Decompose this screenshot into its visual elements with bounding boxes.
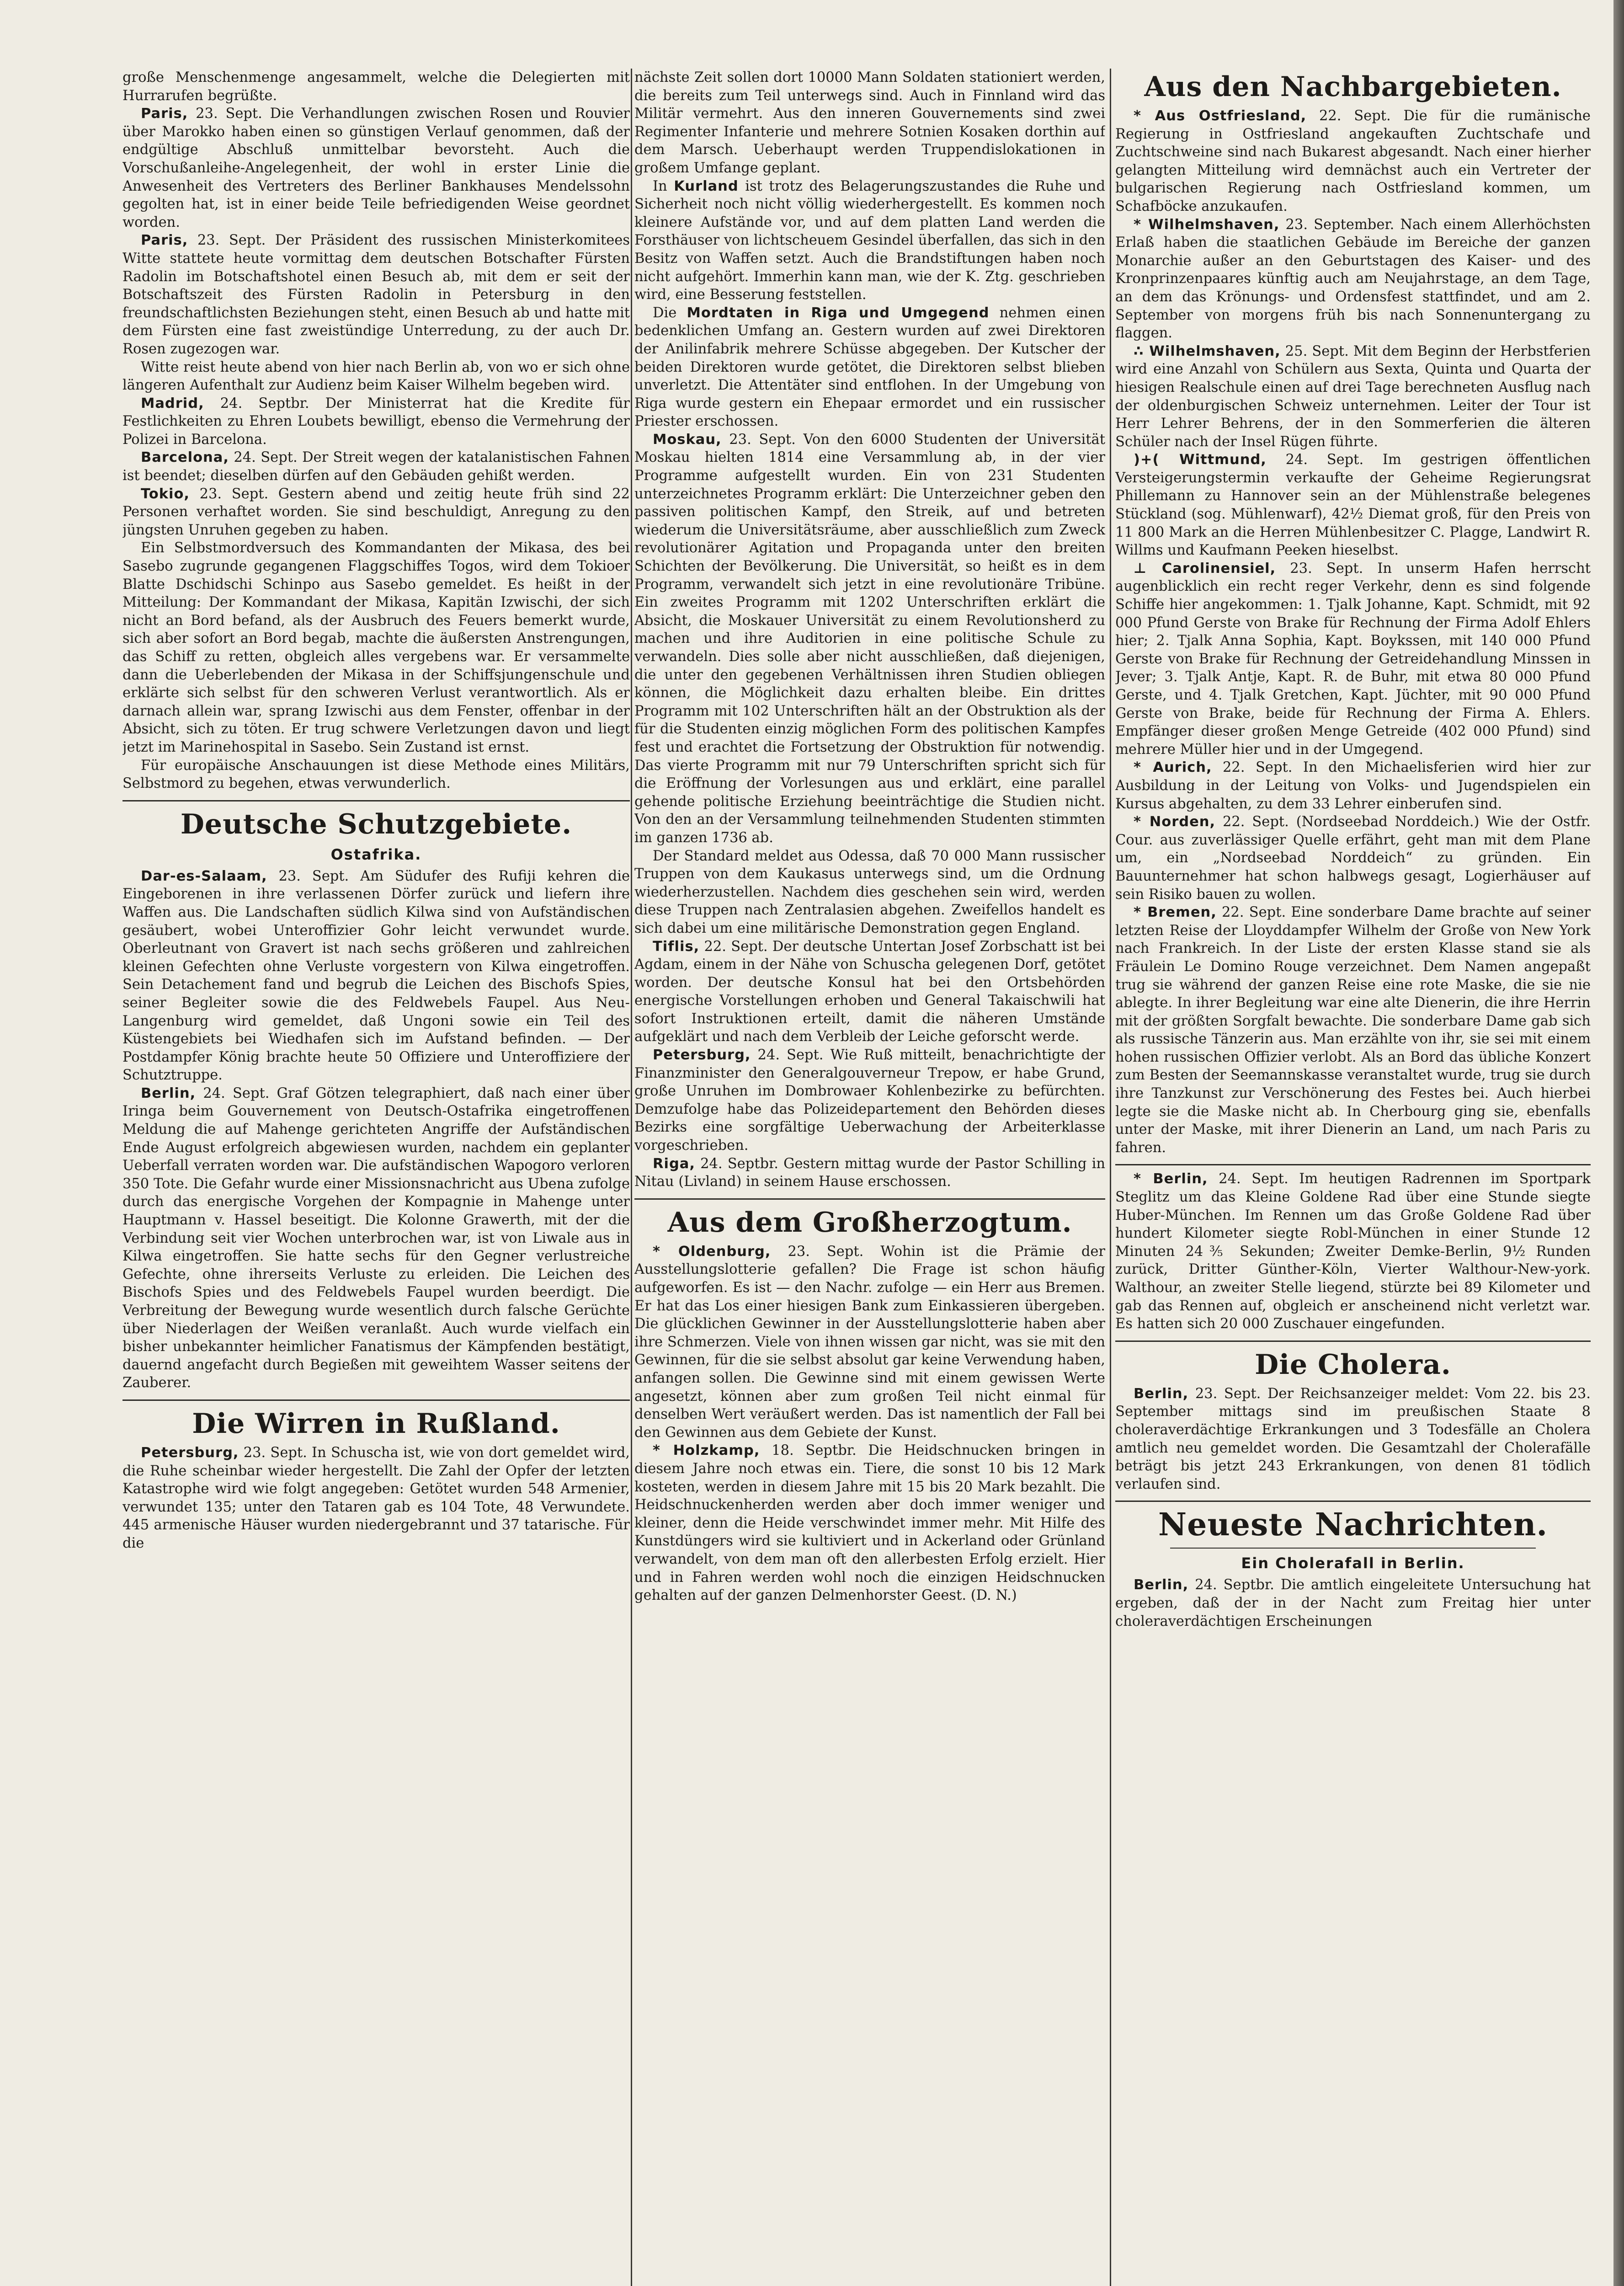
- dateline: * Bremen,: [1134, 904, 1217, 921]
- article-text: 23. Sept. Der Präsident des russischen Ministerkomitees Witte stattete heute vormittag dem deutschen Botschafter Fürsten Radolin im Botschaftshotel einen Besuch ab, mit dem er seit der Botschaftszeit des Fürsten Radolin in Petersburg in den freundschaftlichsten Beziehungen steht, einen Besuch ab und hatte mit dem Fürsten eine fast zweistündige Unterredung, zu der auch Dr. Rosen zugezogen war.: [122, 232, 630, 357]
- article-barcelona: [122, 449, 630, 485]
- dateline: Tokio,: [141, 486, 190, 502]
- article-text: 23. September. Nach einem Allerhöchsten Erlaß haben die staatlichen Gebäude im Bereiche der ganzen Monarchie außer an den Geburtstagen des Kaiser- und des Kronprinzenpaares künftig auch am Neujahrstage, an dem Tage, an dem das Krönungs- und Ordensfest stattfindet, und am 2. September von morgens früh bis nach Sonnenuntergang zu flaggen.: [1115, 216, 1591, 342]
- article-oldenburg: [634, 1243, 1105, 1442]
- column-rule: [631, 69, 632, 2286]
- article-text: 22. Sept. (Nordseebad Norddeich.) Wie der Ostfr. Cour. aus zuverlässiger Quelle erfährt, geht man mit dem Plane um, ein „Nordseebad Norddeich“ zu gründen. Ein Bauunternehmer hat schon halbwegs gesagt, Logierhäuser auf sein Risiko bauen zu wollen.: [1115, 814, 1591, 903]
- article-mikasa: Ein Selbstmordversuch des Kommandanten der Mikasa, des bei Sasebo zugrunde gegangenen Flaggschiffes Togos, wird dem Tokioer Blatte Dschidschi Schinpo aus Sasebo gemeldet. Es heißt in der Mitteilung: Der Kommandant der Mikasa, Kapitän Izwischi, der sich nicht an Bord befand, als der Ausbruch des Feuers bemerkt wurde, sich aber sofort an Bord begab, machte die äußersten Anstrengungen, das Schiff zu retten, obgleich alles vergebens war. Er versammelte dann die Ueberlebenden der Mikasa in der Schiffsjungenschule und erklärte sich selbst für den schweren Verlust verantwortlich. Als er darnach allein war, sprang Izwischi aus dem Fenster, offenbar in der Absicht, sich zu töten. Er trug schwere Verletzungen davon und liegt jetzt im Marinehospital in Sasebo. Sein Zustand ist ernst.: [122, 540, 630, 755]
- article-text: 24. Septbr. Die amtlich eingeleitete Untersuchung hat ergeben, daß der in der Nacht zum Freitag hier unter choleraverdächtigen Erscheinungen: [1115, 1577, 1591, 1629]
- article-text: 23. Sept. Die Verhandlungen zwischen Rosen und Rouvier über Marokko haben einen so günstigen Verlauf genommen, daß der endgültige Abschluß unmittelbar bevorsteht. Auch die Vorschußanleihe-Angelegenheit, der wohl in erster Linie die Anwesenheit des Vertreters des Berliner Bankhauses Mendelssohn gegolten hat, ist in einer beide Teile befriedigenden Weise geordnet worden.: [122, 106, 630, 230]
- article-europ: Für europäische Anschauungen ist diese Methode eines Militärs, Selbstmord zu begehen, etwas verwunderlich.: [122, 757, 630, 792]
- article-tokio: [122, 485, 630, 539]
- dateline: Paris,: [141, 106, 188, 122]
- dateline: * Aus Ostfriesland,: [1134, 108, 1307, 124]
- heading-rule: [1170, 1548, 1536, 1549]
- article-text: 22. Sept. Der deutsche Untertan Josef Zorbschatt ist bei Agdam, einem in der Nähe von Schuscha gelegenen Dorf, getötet worden. Der deutsche Konsul hat bei den Ortsbehörden energische Vorstellungen erhoben und General Takaischwili hat sofort Instruktionen erteilt, damit die näheren Umstände aufgeklärt und nach dem Verbleib der Leiche geforscht werde.: [634, 938, 1105, 1045]
- article-text: 24. Sept. Im heutigen Radrennen im Sportpark Steglitz um das Kleine Goldene Rad über eine Stunde siegte Huber-München. Im Rennen um das Große Goldene Rad über hundert Kilometer siegte Robl-München in einer Stunde 12 Minuten 24⅗ Sekunden; Zweiter Demke-Berlin, 9½ Runden zurück, Dritter Günther-Köln, Vierter Walthour-New-york. Walthour, an zweiter Stelle liegend, stürzte bei 89 Kilometer und gab das Rennen auf, obgleich er anscheinend nicht verletzt war. Es hatten sich 20 000 Zuschauer eingefunden.: [1115, 1171, 1591, 1332]
- article-ostfriesland: [1115, 107, 1591, 216]
- column-middle: [634, 69, 1105, 2286]
- article-holzkamp: [634, 1442, 1105, 1604]
- article-text: Die: [653, 304, 677, 321]
- subheading-ostafrika: Ostafrika.: [330, 845, 422, 863]
- article-text: 24. Septbr. Gestern mittag wurde der Pastor Schilling in Nitau (Livland) in seinem Hause erschossen.: [634, 1155, 1105, 1190]
- article-text: 24. Sept. Graf Götzen telegraphiert, daß nach einer über Iringa beim Gouvernement von Deutsch-Ostafrika eingetroffenen Meldung die auf Mahenge gerichteten Angriffe der Aufständischen Ende August erfolgreich abgewiesen wurden, nachdem ein geplanter Ueberfall verraten worden war. Die aufständischen Wapogoro verloren 350 Tote. Die Gefahr wurde einer Missionsnachricht aus Ubena zufolge durch das energische Vorgehen der Kompagnie in Mahenge unter Hauptmann v. Hassel beseitigt. Die Kolonne Grawerth, mit der die Verbindung seit vier Wochen unterbrochen war, ist von Liwale aus in Kilwa eingetroffen. Sie hatte sechs für den Gegner verlustreiche Gefechte, ohne ihrerseits Verluste zu erleiden. Die Leichen des Bischofs Spies und des Feldwebels Faupel wurden beerdigt. Die Verbreitung der Bewegung wurde wesentlich durch falsche Gerüchte über Niederlagen der Weißen veranlaßt. Auch wurde vielfach ein bisher unbekannter heimlicher Fanatismus der Kämpfenden bestätigt, dauernd angefacht durch Begießen mit geweihtem Wasser seitens der Zauberer.: [122, 1085, 630, 1391]
- article-paris-1: [122, 105, 630, 231]
- article-continuation: nächste Zeit sollen dort 10000 Mann Soldaten stationiert werden, die bereits zum Teil unterwegs sind. Auch in Finnland wird das Militär vermehrt. Aus den inneren Gouvernements sind zwei Regimenter Infanterie und mehrere Sotnien Kosaken dorthin auf dem Marsch. Ueberhaupt werden Truppendislokationen in großem Umfange geplant.: [634, 69, 1105, 176]
- dateline: * Aurich,: [1134, 759, 1212, 776]
- dateline: * Norden,: [1134, 814, 1216, 830]
- column-right: [1115, 69, 1591, 2286]
- dateline: Kurland: [674, 178, 739, 194]
- dateline: Berlin,: [141, 1085, 196, 1101]
- article-berlin-goetzen: [122, 1084, 630, 1392]
- section-heading-neueste: Neueste Nachrichten.: [1158, 1506, 1548, 1544]
- dateline: * Wilhelmshaven,: [1134, 216, 1280, 233]
- article-text: 24. Sept. Im gestrigen öffentlichen Versteigerungstermin verkaufte der Geheime Regierungsrat Phillemann zu Hannover sein an der Mühlenstraße belegenes Stückland (sog. Mühlenwarf), 42½ Diemat groß, für den Preis von 11 800 Mark an die Herren Mühlenbesitzer C. Plagge, Landwirt R. Willms und Kaufmann Peeken hieselbst.: [1115, 452, 1591, 559]
- article-text: 25. Sept. Mit dem Beginn der Herbstferien wird eine Anzahl von Schülern aus Sexta, Quinta und Quarta der hiesigen Realschule einen auf drei Tage berechneten Ausflug nach der oldenburgischen Schweiz unternehmen. Leiter der Tour ist Herr Lehrer Behrens, der in den Sommerferien die älteren Schüler nach der Insel Rügen führte.: [1115, 343, 1591, 450]
- dateline: * Holzkamp,: [653, 1442, 760, 1459]
- subheading-cholerafall: Ein Cholerafall in Berlin.: [1241, 1554, 1465, 1572]
- article-carolinensiel: [1115, 560, 1591, 759]
- article-text: 23. Sept. Gestern abend und zeitig heute früh sind 22 Personen verhaftet worden. Sie sind beschuldigt, Anregung zu den jüngsten Unruhen gegeben zu haben.: [122, 486, 630, 538]
- article-text: 23. Sept. Der Reichsanzeiger meldet: Vom 22. bis 23. September mittags sind im preußischen Staate 8 choleraverdächtige Erkrankungen und 3 Todesfälle an Cholera amtlich neu gemeldet worden. Die Gesamtzahl der Cholerafälle beträgt bis jetzt 243 Erkrankungen, von denen 81 tödlich verlaufen sind.: [1115, 1385, 1591, 1492]
- section-heading-cholera: Die Cholera.: [1255, 1348, 1451, 1381]
- section-heading-wirren: Die Wirren in Rußland.: [192, 1407, 560, 1440]
- dateline: Paris,: [141, 232, 188, 249]
- dateline: Dar-es-Salaam,: [141, 868, 267, 884]
- section-heading-grossherzogtum: Aus dem Großherzogtum.: [667, 1206, 1072, 1239]
- article-text: 23. Sept. Wohin ist die Prämie der Ausstellungslotterie gefallen? Die Frage ist schon häufig aufgeworfen. Es ist — den Nachr. zufolge — ein Herr aus Bremen. Er hat das Los einer hiesigen Bank zum Einkassieren übergeben. Die glücklichen Gewinner in der Ausstellungslotterie haben aber ihre Schmerzen. Viele von ihnen wissen gar nicht, was sie mit den Gewinnen, für die sie selbst absolut gar keine Verwendung haben, anfangen sollen. Die Gewinne sind mit einem gewissen Werte angesetzt, können aber zum großen Teil nicht einmal für denselben Wert veräußert werden. Das ist namentlich der Fall bei den Gewinnen aus dem Gebiete der Kunst.: [634, 1243, 1105, 1441]
- column-rule: [1110, 69, 1111, 2286]
- dateline: Riga,: [653, 1155, 695, 1172]
- dateline: ∴ Wilhelmshaven,: [1134, 343, 1281, 359]
- article-text: 24. Septbr. Der Ministerrat hat die Kredite für Festlichkeiten zu Ehren Loubets bewilligt, ebenso die Vermehrung der Polizei in Barcelona.: [122, 395, 630, 448]
- dateline: * Oldenburg,: [653, 1243, 771, 1260]
- section-divider: [1115, 1341, 1591, 1342]
- article-witte: Witte reist heute abend von hier nach Berlin ab, von wo er sich ohne längeren Aufenthalt zur Audienz beim Kaiser Wilhelm begeben wird.: [122, 359, 630, 394]
- section-divider: [634, 1198, 1105, 1200]
- article-neueste-berlin: [1115, 1576, 1591, 1630]
- article-moskau: [634, 431, 1105, 847]
- dateline: Moskau,: [653, 431, 722, 448]
- dateline: Mordtaten in Riga und Umgegend: [687, 304, 990, 321]
- article-wilhelmshaven-2: [1115, 342, 1591, 451]
- article-norden: [1115, 813, 1591, 903]
- article-kurland: [634, 177, 1105, 304]
- article-text: ist trotz des Belagerungszustandes die Ruhe und Sicherheit noch nicht völlig wiederhergestellt. Es kommen noch kleinere Aufstände vor, und auf dem platten Land werden die Forsthäuser von lichtscheuem Gesindel überfallen, das sich in den Besitz von Waffen setzt. Auch die Brandstiftungen haben noch nicht aufgehört. Immerhin kann man, wie der K. Ztg. geschrieben wird, eine Besserung feststellen.: [634, 178, 1105, 303]
- article-text: 22. Sept. In den Michaelisferien wird hier zur Ausbildung in der Leitung von Volks- und Jugendspielen ein Kursus abgehalten, zu dem 33 Lehrer einberufen sind.: [1115, 759, 1591, 812]
- article-cholera-berlin: [1115, 1385, 1591, 1494]
- column-left: [122, 69, 630, 2286]
- article-petersburg-2: [634, 1046, 1105, 1155]
- dateline: ⊥ Carolinensiel,: [1134, 560, 1276, 577]
- section-heading-schutzgebiete: Deutsche Schutzgebiete.: [180, 808, 572, 840]
- article-dar-es-salaam: [122, 867, 630, 1084]
- article-berlin-radrennen: [1115, 1170, 1591, 1333]
- dateline: Madrid,: [141, 395, 204, 411]
- dateline: Tiflis,: [653, 938, 700, 955]
- article-madrid: [122, 395, 630, 449]
- article-paris-2: [122, 231, 630, 358]
- article-wilhelmshaven-1: [1115, 216, 1591, 342]
- article-text: 23. Sept. Von den 6000 Studenten der Universität Moskau hielten 1814 eine Versammlung ab, in der vier Programme aufgestellt wurden. Ein von 231 Studenten unterzeichnetes Programm erklärt: Die Unterzeichner geben den passiven politischen Kampf, den Streik, auf und betreten wiederum die Universitätsräume, aber ausschließlich zum Zweck revolutionärer Agitation und Propaganda unter den breiten Schichten der Bevölkerung. Die Universität, so heißt es in dem Programm, verwandelt sich jetzt in eine revolutionäre Tribüne. Ein zweites Programm mit 1202 Unterschriften erklärt die Absicht, die Moskauer Universität zu einem Revolutionsherd zu machen und ihre Auditorien in eine politische Schule zu verwandeln. Dies solle aber nicht ausschließen, daß diejenigen, die unter den gegebenen Verhältnissen ihren Studien obliegen können, die Möglichkeit dazu erhalten bleibe. Ein drittes Programm mit 102 Unterschriften hält an der Obstruktion als der für die Studenten einzig möglichen Form des politischen Kampfes fest und erachtet die Fortsetzung der Obstruktion für notwendig. Das vierte Programm mit nur 79 Unterschriften spricht sich für die Eröffnung der Vorlesungen aus und erklärt, eine parallel gehende politische Erziehung beeinträchtige die Studien nicht. Von den an der Versammlung teilnehmenden Studenten stimmten im ganzen 1736 ab.: [634, 431, 1105, 846]
- article-text: 23. Sept. Am Südufer des Rufiji kehren die Eingeborenen in ihre verlassenen Dörfer zurück und liefern ihre Waffen aus. Die Landschaften südlich Kilwa sind von Aufständischen gesäubert, wobei Unteroffizier Gohr leicht verwundet wurde. Oberleutnant von Gravert ist nach sechs größeren und zahlreichen kleinen Gefechten ohne Verluste vorgestern von Kilwa eingetroffen. Sein Detachement fand und begrub die Leichen des Bischofs Spies, seiner Begleiter sowie die des Feldwebels Faupel. Aus Neu-Langenburg wird gemeldet, daß Ungoni sowie ein Teil des Küstengebiets bei Wiedhafen sich im Aufstand befinden. — Der Postdampfer König brachte heute 50 Offiziere und Unteroffiziere der Schutztruppe.: [122, 868, 630, 1084]
- article-bremen: [1115, 903, 1591, 1157]
- article-text: nehmen einen bedenklichen Umfang an. Gestern wurden auf zwei Direktoren der Anilinfabrik mehrere Schüsse abgegeben. Der Kutscher der beiden Direktoren wurde getötet, die Direktoren selbst blieben unverletzt. Die Attentäter sind entflohen. In der Umgebung von Riga wurde gestern ein Ehepaar ermordet und ein russischer Priester erschossen.: [634, 304, 1105, 430]
- article-aurich: [1115, 758, 1591, 813]
- article-text: 22. Sept. Eine sonderbare Dame brachte auf seiner letzten Reise der Lloyddampfer Wilhelm der Große von New York nach Frankreich. In der Liste der ersten Klasse stand sie als Fräulein Le Domino Rouge verzeichnet. Dem Namen angepaßt trug sie während der ganzen Reise eine rote Maske, die sie nie ablegte. In ihrer Begleitung war eine alte Dienerin, die ihre Herrin mit der größten Sorgfalt bewachte. Die sonderbare Dame gab sich als russische Tänzerin aus. Man erzählte von ihr, sie sei mit einem hohen russischen Offizier verlobt. Als an Bord das übliche Konzert zum Besten der Seemannskasse veranstaltet wurde, trug sie durch ihre Tanzkunst zur Verschönerung des Festes bei. Auch hierbei legte sie die Maske nicht ab. In Cherbourg ging sie, ebenfalls unter der Maske, mit ihrer Dienerin an Land, um nach Paris zu fahren.: [1115, 904, 1591, 1156]
- dateline: Petersburg,: [141, 1444, 239, 1461]
- article-standard: Der Standard meldet aus Odessa, daß 70 000 Mann russischer Truppen von dem Kaukasus unterwegs sind, um die Ordnung wiederherzustellen. Nachdem dies geschehen sein wird, werden diese Truppen nach Zentralasien abgehen. Zweifellos handelt es sich dabei um eine militärische Demonstration gegen England.: [634, 848, 1105, 936]
- dateline: )+( Wittmund,: [1134, 452, 1267, 468]
- section-divider: [1115, 1501, 1591, 1502]
- dateline: Barcelona,: [141, 449, 229, 466]
- article-text: 18. Septbr. Die Heidschnucken bringen in diesem Jahre noch etwas ein. Tiere, die sonst 10 bis 12 Mark kosteten, werden in diesem Jahre mit 15 bis 20 Mark bezahlt. Die Heidschnuckenherden werden aber doch immer weniger und kleiner, denn die Heide verschwindet immer mehr. Mit Hilfe des Kunstdüngers wird sie kultiviert und in Ackerland oder Grünland verwandelt, von dem man oft den allerbesten Erfolg erzielt. Hier und in Fahren werden wohl noch die einzigen Heidschnucken gehalten auf der ganzen Delmenhorster Geest. (D. N.): [634, 1442, 1105, 1604]
- dateline: Berlin,: [1134, 1577, 1189, 1593]
- article-tiflis: [634, 938, 1105, 1047]
- dateline: * Berlin,: [1134, 1171, 1208, 1187]
- article-petersburg-1: [122, 1444, 630, 1553]
- article-riga-mordtaten: [634, 304, 1105, 431]
- page-edge: [1613, 0, 1624, 2286]
- article-text: 24. Sept. Der Streit wegen der katalanistischen Fahnen ist beendet; dieselben dürfen auf den Gebäuden gehißt werden.: [122, 449, 630, 484]
- article-text: 22. Sept. Die für die rumänische Regierung in Ostfriesland angekauften Zuchtschafe und Zuchtschweine sind nach Bukarest abgesandt. Nach einer hierher gelangten Mitteilung wird demnächst auch ein Vertreter der bulgarischen Regierung nach Ostfriesland kommen, um Schafböcke anzukaufen.: [1115, 108, 1591, 214]
- article-text: 23. Sept. In Schuscha ist, wie von dort gemeldet wird, die Ruhe scheinbar wieder hergestellt. Die Zahl der Opfer der letzten Katastrophe wird wie folgt angegeben: Getötet wurden 548 Armenier, verwundet 135; unter den Tataren gab es 104 Tote, 48 Verwundete. 445 armenische Häuser wurden niedergebrannt und 37 tatarische. Für die: [122, 1444, 630, 1551]
- section-heading-nachbargebiete: Aus den Nachbargebieten.: [1144, 71, 1562, 103]
- dateline: Petersburg,: [653, 1047, 751, 1063]
- article-text: 24. Sept. Wie Ruß mitteilt, benachrichtigte der Finanzminister den Generalgouverneur Trepow, er habe Grund, große Unruhen im Dombrowaer Kohlenbezirke zu befürchten. Demzufolge habe das Polizeidepartement den Behörden dieses Bezirks eine sorgfältige Ueberwachung der Arbeiterklasse vorgeschrieben.: [634, 1047, 1105, 1154]
- article-text: In: [653, 178, 667, 194]
- section-divider: [1115, 1164, 1591, 1165]
- section-divider: [122, 800, 630, 801]
- article-text: 23. Sept. In unserm Hafen herrscht augenblicklich ein recht reger Verkehr, denn es sind folgende Schiffe hier angekommen: 1. Tjalk Johanne, Kapt. Schmidt, mit 92 000 Pfund Gerste von Brake für Rechnung der Firma Adolf Ehlers hier; 2. Tjalk Anna Sophia, Kapt. Boykssen, mit 140 000 Pfund Gerste von Brake für Rechnung der Getreidehandlung Minssen in Jever; 3. Tjalk Antje, Kapt. R. de Buhr, mit etwa 80 000 Pfund Gerste, und 4. Tjalk Gretchen, Kapt. Jüchter, mit 90 000 Pfund Gerste von Brake, beide für Rechnung der Firma A. Ehlers. Empfänger dieser großen Menge Getreide (402 000 Pfund) sind mehrere Müller hier und in der Umgegend.: [1115, 560, 1591, 758]
- article-riga-2: [634, 1155, 1105, 1191]
- article-continuation: große Menschenmenge angesammelt, welche die Delegierten mit Hurrarufen begrüßte.: [122, 69, 630, 104]
- dateline: Berlin,: [1134, 1385, 1189, 1402]
- section-divider: [122, 1399, 630, 1401]
- article-wittmund: [1115, 451, 1591, 560]
